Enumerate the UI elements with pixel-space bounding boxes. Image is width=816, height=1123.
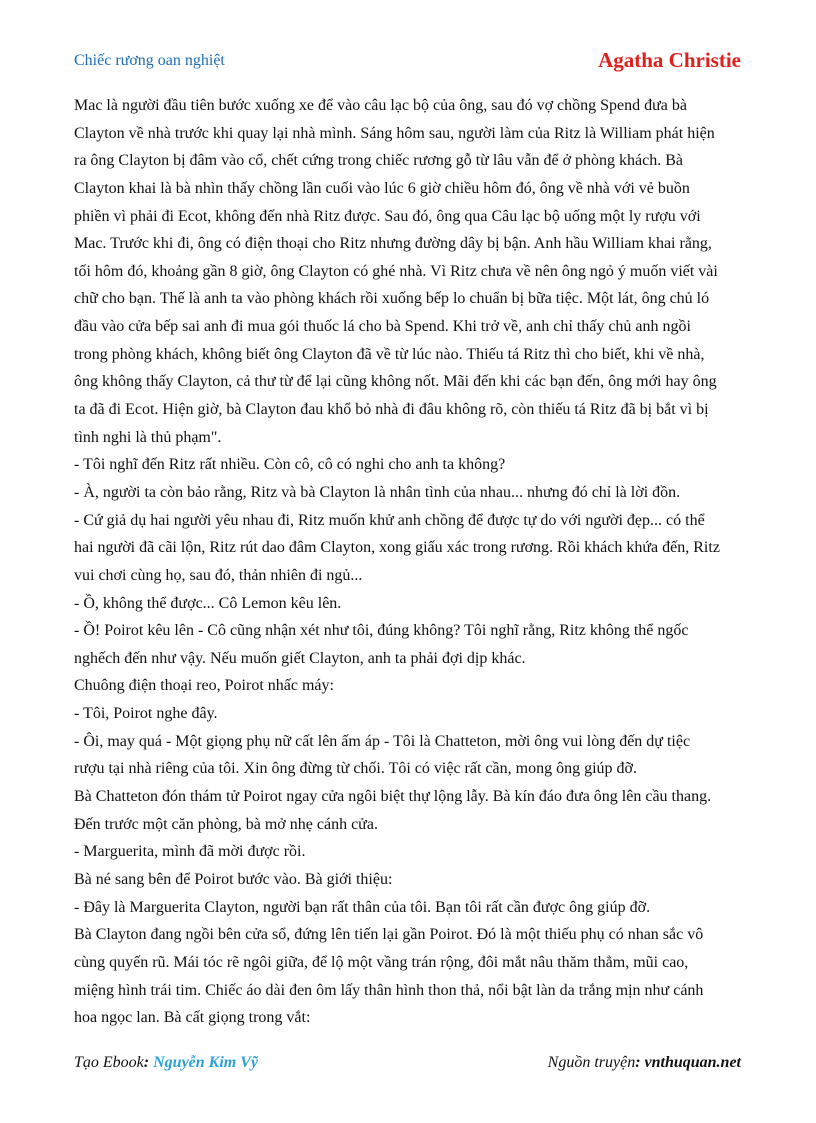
text-line: đầu vào cửa bếp sai anh đi mua gói thuốc lá cho bà Spend. Khi trở về, anh chỉ thấy chủ anh ngồi [74, 318, 691, 336]
source-credit [548, 1054, 741, 1072]
text-line: - Ồ! Poirot kêu lên - Cô cũng nhận xét như tôi, đúng không? Tôi nghĩ rằng, Ritz không thể ngốc [74, 622, 689, 640]
text-line: Bà Chatteton đón thám tử Poirot ngay cửa ngôi biệt thự lộng lẫy. Bà kín đáo đưa ông lên cầu thang. [74, 788, 712, 806]
text-line: - Tôi nghĩ đến Ritz rất nhiều. Còn cô, cô có nghi cho anh ta không? [74, 456, 506, 474]
creator-label: Tạo Ebook [74, 1054, 144, 1071]
text-line: nghếch đến như vậy. Nếu muốn giết Clayton, anh ta phải đợi dịp khác. [74, 649, 526, 667]
text-line: Clayton về nhà trước khi quay lại nhà mình. Sáng hôm sau, người làm của Ritz là William phát hiện [74, 124, 715, 142]
text-line: Mac. Trước khi đi, ông có điện thoại cho Ritz nhưng đường dây bị bận. Anh hầu William khai rằng, [74, 235, 712, 253]
text-line: - Marguerita, mình đã mời được rồi. [74, 843, 306, 861]
text-line: miệng hình trái tim. Chiếc áo dài đen ôm lấy thân hình thon thả, nổi bật làn da trắng mịn như cánh [74, 981, 704, 999]
page-footer [74, 1054, 741, 1078]
text-line: - Ôi, may quá - Một giọng phụ nữ cất lên ấm áp - Tôi là Chatteton, mời ông vui lòng đến dự tiệc [74, 732, 691, 750]
source-site[interactable]: vnthuquan.net [644, 1054, 741, 1071]
text-line: hai người đã cãi lộn, Ritz rút dao đâm Clayton, xong giấu xác trong rương. Rồi khách khứa đến, Ritz [74, 539, 720, 557]
text-line: Đến trước một căn phòng, bà mở nhẹ cánh cửa. [74, 815, 378, 833]
text-line: chữ cho bạn. Thế là anh ta vào phòng khách rồi xuống bếp lo chuẩn bị bữa tiệc. Một lát, ông chủ ló [74, 290, 710, 308]
text-line: - Cứ giả dụ hai người yêu nhau đi, Ritz muốn khử anh chồng để được tự do với người đẹp... có thể [74, 511, 705, 529]
text-line: rượu tại nhà riêng của tôi. Xin ông đừng từ chối. Tôi có việc rất cần, mong ông giúp đỡ. [74, 760, 637, 778]
text-line: Mac là người đầu tiên bước xuống xe để vào câu lạc bộ của ông, sau đó vợ chồng Spend đưa bà [74, 97, 688, 114]
text-line: vui chơi cùng họ, sau đó, thản nhiên đi ngủ... [74, 566, 363, 584]
text-line: Clayton khai là bà nhìn thấy chồng lần cuối vào lúc 6 giờ chiều hôm đó, ông về nhà với vẻ buồn [74, 179, 690, 197]
text-line: hoa ngọc lan. Bà cất giọng trong vắt: [74, 1009, 311, 1027]
body-text [74, 92, 744, 1032]
text-line: - Đây là Marguerita Clayton, người bạn rất thân của tôi. Bạn tôi rất cần được ông giúp đỡ. [74, 898, 651, 916]
author-name: Agatha Christie [598, 48, 741, 72]
text-line: Bà né sang bên để Poirot bước vào. Bà giới thiệu: [74, 870, 393, 888]
text-line: Bà Clayton đang ngồi bên cửa sổ, đứng lên tiến lại gần Poirot. Đó là một thiếu phụ có nhan sắc vô [74, 926, 704, 944]
text-line: tình nghi là thủ phạm". [74, 428, 222, 446]
text-line: ông không thấy Clayton, cả thư từ để lại cũng không nốt. Mãi đến khi các bạn đến, ông mới hay ông [74, 373, 717, 391]
book-title: Chiếc rương oan nghiệt [74, 52, 225, 69]
ebook-credit [74, 1054, 258, 1072]
text-line: ta đã đi Ecot. Hiện giờ, bà Clayton đau khổ bỏ nhà đi đâu không rõ, còn thiếu tá Ritz đã bị bắt vì bị [74, 401, 709, 419]
page-header [74, 48, 741, 78]
text-line: phiền vì phải đi Ecot, không đến nhà Ritz được. Sau đó, ông qua Câu lạc bộ uống một ly rượu với [74, 207, 701, 225]
text-line: ra ông Clayton bị đâm vào cổ, chết cứng trong chiếc rương gỗ từ lâu vẫn để ở phòng khách. Bà [74, 152, 683, 170]
text-line: - À, người ta còn bảo rằng, Ritz và bà Clayton là nhân tình của nhau... nhưng đó chỉ là lời đồn. [74, 483, 681, 501]
creator-colon: : [143, 1054, 154, 1071]
text-line: tối hôm đó, khoảng gần 8 giờ, ông Clayton có ghé nhà. Vì Ritz chưa về nên ông ngỏ ý muốn viết vài [74, 262, 718, 280]
text-line: cùng quyến rũ. Mái tóc rẽ ngôi giữa, để lộ một vầng trán rộng, đôi mắt nâu thăm thẳm, mũi cao, [74, 953, 689, 971]
source-label: Nguồn truyện [547, 1054, 636, 1071]
text-line: Chuông điện thoại reo, Poirot nhấc máy: [74, 677, 334, 695]
source-colon: : [635, 1054, 645, 1071]
text-line: trong phòng khách, không biết ông Clayton đã về từ lúc nào. Thiếu tá Ritz thì cho biết, khi về nhà, [74, 345, 705, 363]
text-line: - Ồ, không thể được... Cô Lemon kêu lên. [74, 594, 342, 612]
text-line: - Tôi, Poirot nghe đây. [74, 705, 218, 723]
creator-name: Nguyễn Kim Vỹ [153, 1054, 258, 1071]
